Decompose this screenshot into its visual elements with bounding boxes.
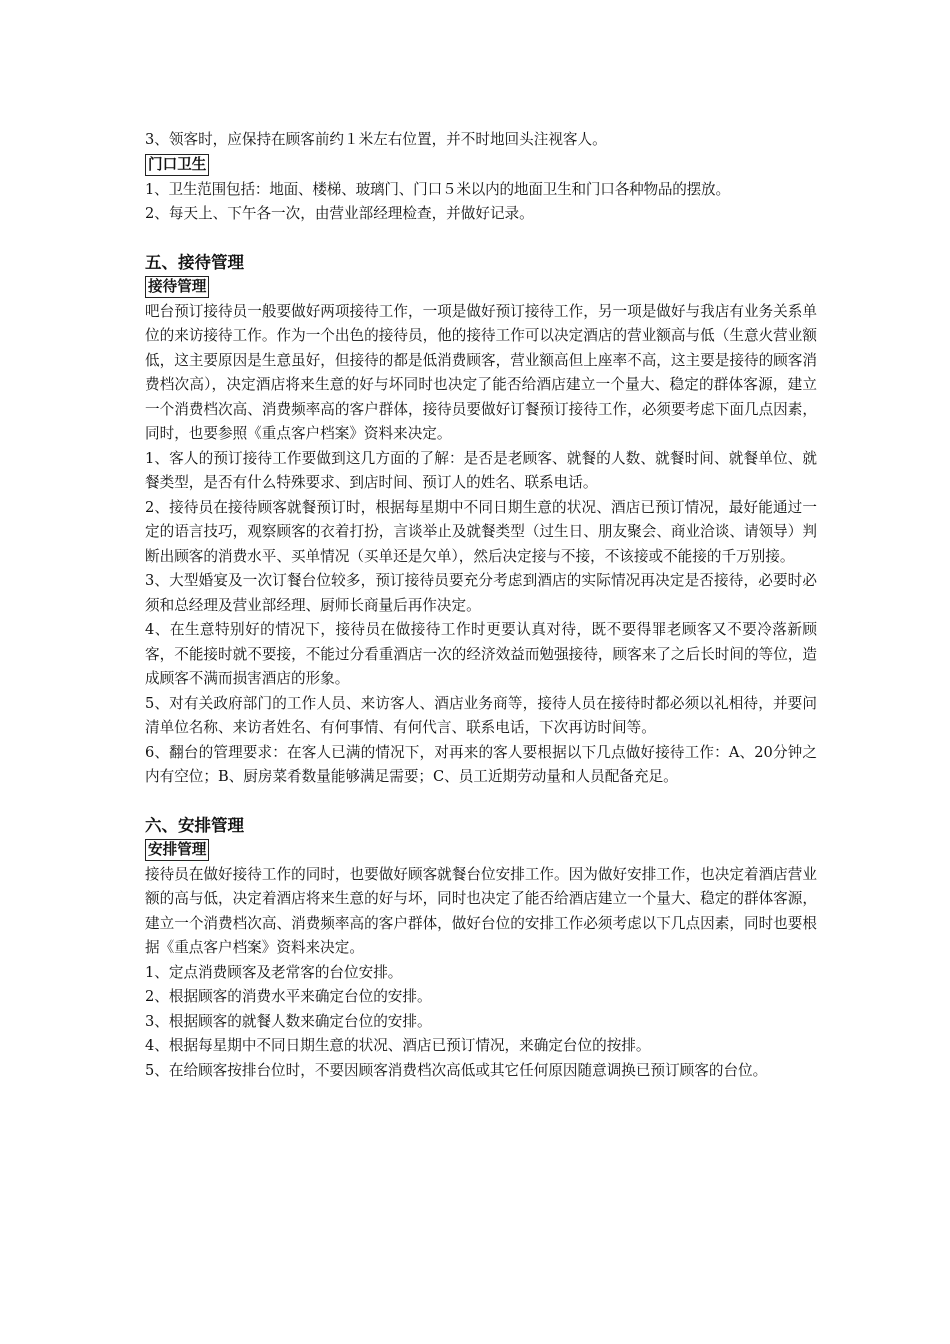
arrangement-item-5: 5、在给顾客按排台位时，不要因顾客消费档次高低或其它任何原因随意调换已预订顾客的台位。	[145, 1061, 768, 1079]
reception-item-3: 3、大型婚宴及一次订餐台位较多，预订接待员要充分考虑到酒店的实际情况再决定是否接待，必要时必须和总经理及营业部经理、厨师长商量后再作决定。	[145, 572, 817, 614]
arrangement-item-3: 3、根据顾客的就餐人数来确定台位的安排。	[145, 1012, 432, 1030]
door-hygiene-item-2: 2、每天上、下午各一次，由营业部经理检查，并做好记录。	[145, 205, 534, 222]
door-hygiene-label: 门口卫生	[145, 154, 209, 176]
reception-item-1: 1、客人的预订接待工作要做到这几方面的了解：是否是老顾客、就餐的人数、就餐时间、就餐单位、就餐类型，是否有什么特殊要求、到店时间、预订人的姓名、联系电话。	[145, 449, 817, 491]
reception-item-5: 5、对有关政府部门的工作人员、来访客人、酒店业务商等，接待人员在接待时都必须以礼相待，并要问清单位名称、来访者姓名、有何事情、有何代言、联系电话，下次再访时间等。	[145, 694, 817, 736]
reception-management-label: 接待管理	[145, 276, 209, 298]
reception-item-2: 2、接待员在接待顾客就餐预订时，根据每星期中不同日期生意的状况、酒店已预订情况，最好能通过一定的语言技巧，观察顾客的衣着打扮，言谈举止及就餐类型（过生日、朋友聚会、商业洽谈、请领导）判断出顾客的消费水平、买单情况（买单还是欠单），然后决定接与不接，不该接或不能接的千万别接。	[145, 498, 817, 565]
arrangement-item-2: 2、根据顾客的消费水平来确定台位的安排。	[145, 988, 432, 1005]
document-body	[145, 128, 817, 1083]
section-5-heading: 五、接待管理	[145, 252, 244, 272]
arrangement-intro: 接待员在做好接待工作的同时，也要做好顾客就餐台位安排工作。因为做好安排工作，也决定着酒店营业额的高与低，决定着酒店将来生意的好与坏，同时也决定了能否给酒店建立一个量大、稳定的群体客源，建立一个消费档次高、消费频率高的客户群体，做好台位的安排工作必须考虑以下几点因素，同时也要根据《重点客户档案》资料来决定。	[145, 865, 817, 956]
arrangement-item-1: 1、定点消费顾客及老常客的台位安排。	[145, 963, 403, 981]
greeting-item-3: 3、领客时，应保持在顾客前约１米左右位置，并不时地回头注视客人。	[145, 131, 607, 148]
reception-item-6: 6、翻台的管理要求：在客人已满的情况下，对再来的客人要根据以下几点做好接待工作：A、20分钟之内有空位；B、厨房菜肴数量能够满足需要；C、员工近期劳动量和人员配备充足。	[145, 743, 817, 785]
reception-intro: 吧台预订接待员一般要做好两项接待工作，一项是做好预订接待工作，另一项是做好与我店有业务关系单位的来访接待工作。作为一个出色的接待员，他的接待工作可以决定酒店的营业额高与低（生意火营业额低，这主要原因是生意虽好，但接待的都是低消费顾客，营业额高但上座率不高，这主要是接待的顾客消费档次高），决定酒店将来生意的好与坏同时也决定了能否给酒店建立一个量大、稳定的群体客源，建立一个消费档次高、消费频率高的客户群体，接待员要做好订餐预订接待工作，必须要考虑下面几点因素，同时，也要参照《重点客户档案》资料来决定。	[145, 302, 817, 442]
arrangement-management-label: 安排管理	[145, 839, 209, 861]
arrangement-item-4: 4、根据每星期中不同日期生意的状况、酒店已预订情况，来确定台位的按排。	[145, 1037, 651, 1054]
section-6-heading: 六、安排管理	[145, 815, 244, 835]
reception-item-4: 4、在生意特别好的情况下，接待员在做接待工作时更要认真对待，既不要得罪老顾客又不要冷落新顾客，不能接时就不要接，不能过分看重酒店一次的经济效益而勉强接待，顾客来了之后长时间的等位，造成顾客不满而损害酒店的形象。	[145, 621, 817, 687]
door-hygiene-item-1: 1、卫生范围包括：地面、楼梯、玻璃门、门口５米以内的地面卫生和门口各种物品的摆放。	[145, 180, 730, 198]
